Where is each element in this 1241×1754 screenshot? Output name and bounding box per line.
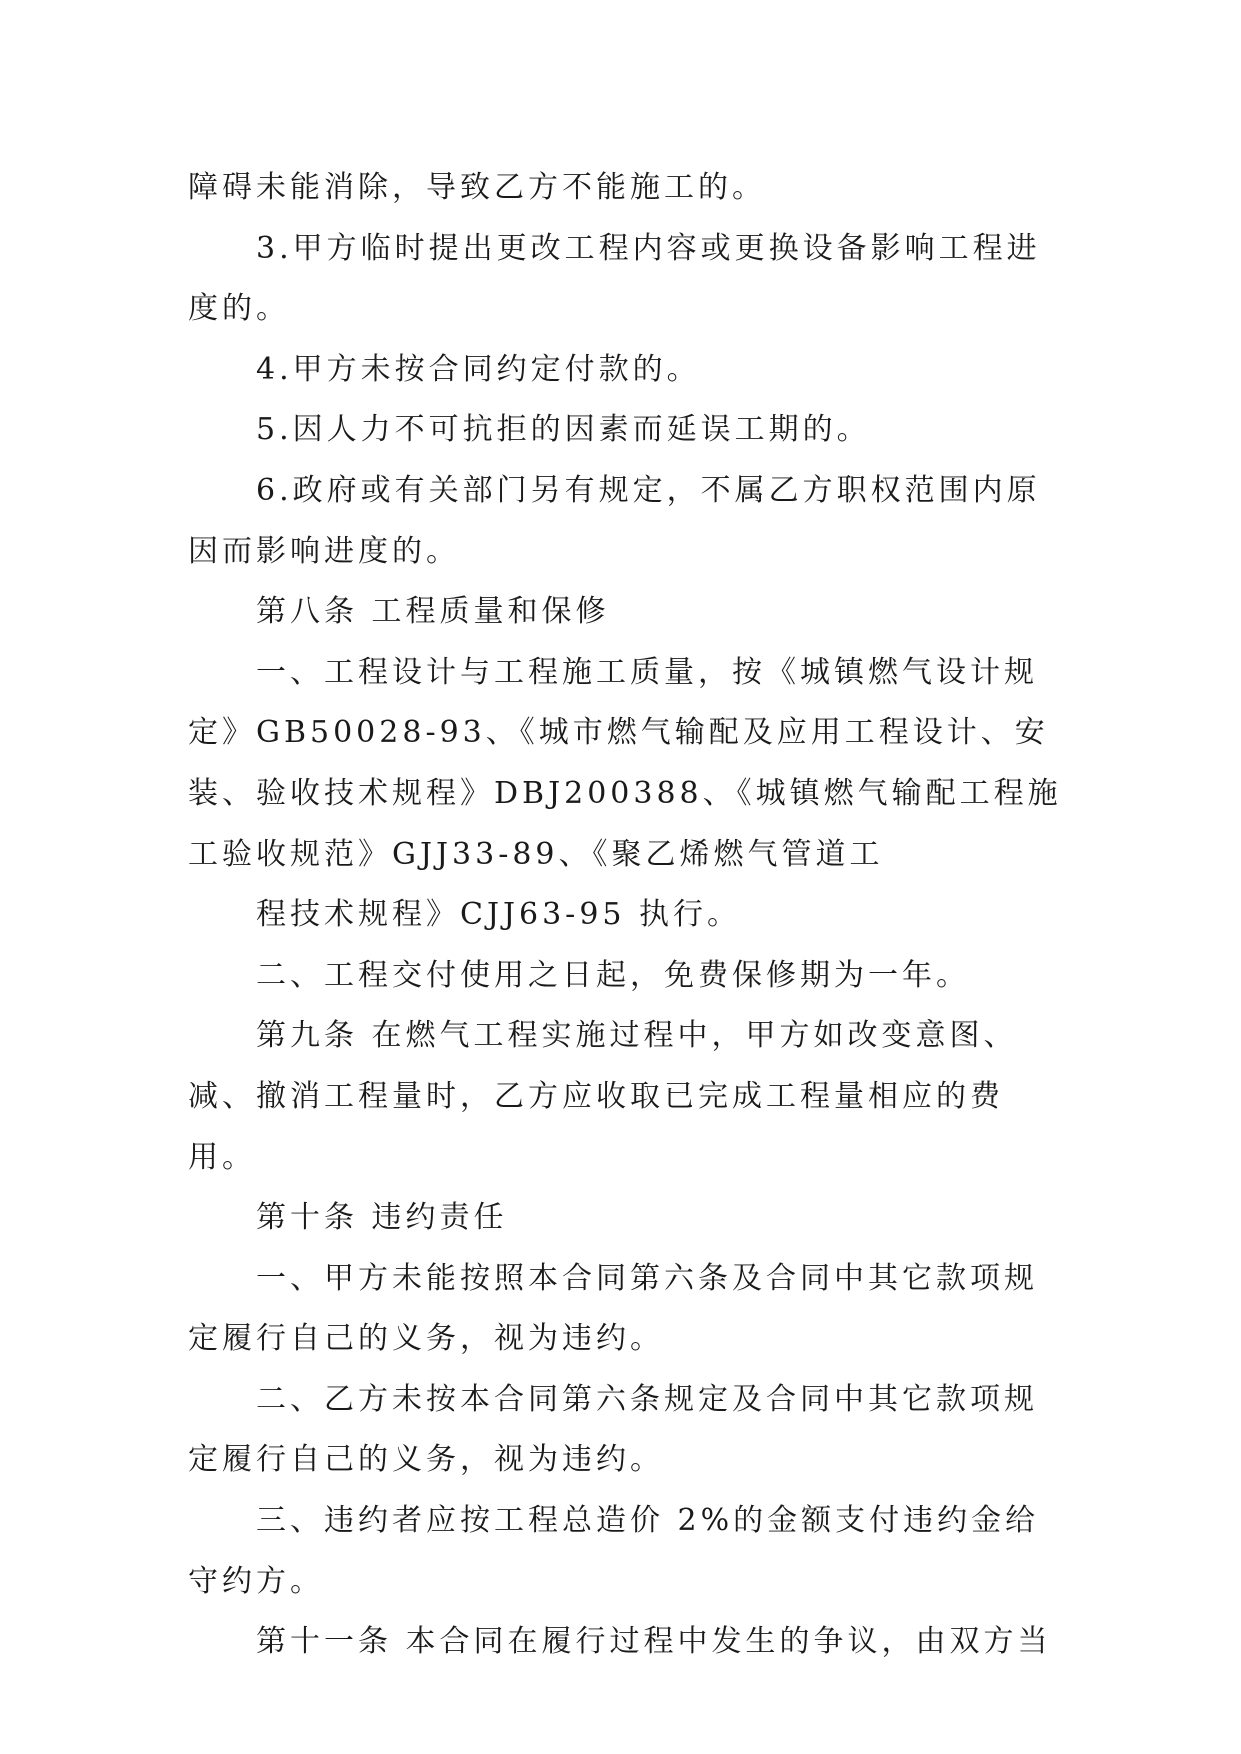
paragraph: 障碍未能消除，导致乙方不能施工的。 xyxy=(188,170,766,205)
paragraph: 第十一条 本合同在履行过程中发生的争议，由双方当 xyxy=(256,1624,1052,1660)
paragraph: 一、工程设计与工程施工质量，按《城镇燃气设计规定》GB50028-93、《城市燃气输配及应用工程设计、安装、验收技术规程》DBJ200388、《城镇燃气输配工程施工验收规范》GJJ33-89、《聚乙烯燃气管道工 xyxy=(188,654,1062,872)
section-heading: 第八条 工程质量和保修 xyxy=(256,594,610,630)
document-body xyxy=(188,158,1068,1673)
paragraph: 6.政府或有关部门另有规定，不属乙方职权范围内原因而影响进度的。 xyxy=(188,472,1041,569)
paragraph: 3.甲方临时提出更改工程内容或更换设备影响工程进度的。 xyxy=(188,230,1041,327)
paragraph: 5.因人力不可抗拒的因素而延误工期的。 xyxy=(256,412,871,448)
paragraph: 二、乙方未按本合同第六条规定及合同中其它款项规定履行自己的义务，视为违约。 xyxy=(188,1381,1038,1478)
paragraph: 4.甲方未按合同约定付款的。 xyxy=(256,351,701,387)
section-heading: 第十条 违约责任 xyxy=(256,1200,508,1236)
paragraph: 程技术规程》CJJ63-95 执行。 xyxy=(256,897,742,933)
paragraph: 第九条 在燃气工程实施过程中，甲方如改变意图、减、撤消工程量时，乙方应收取已完成工程量相应的费用。 xyxy=(188,1018,1018,1175)
paragraph: 二、工程交付使用之日起，免费保修期为一年。 xyxy=(256,957,970,993)
paragraph: 一、甲方未能按照本合同第六条及合同中其它款项规定履行自己的义务，视为违约。 xyxy=(188,1260,1038,1357)
paragraph: 三、违约者应按工程总造价 2%的金额支付违约金给守约方。 xyxy=(188,1503,1040,1599)
